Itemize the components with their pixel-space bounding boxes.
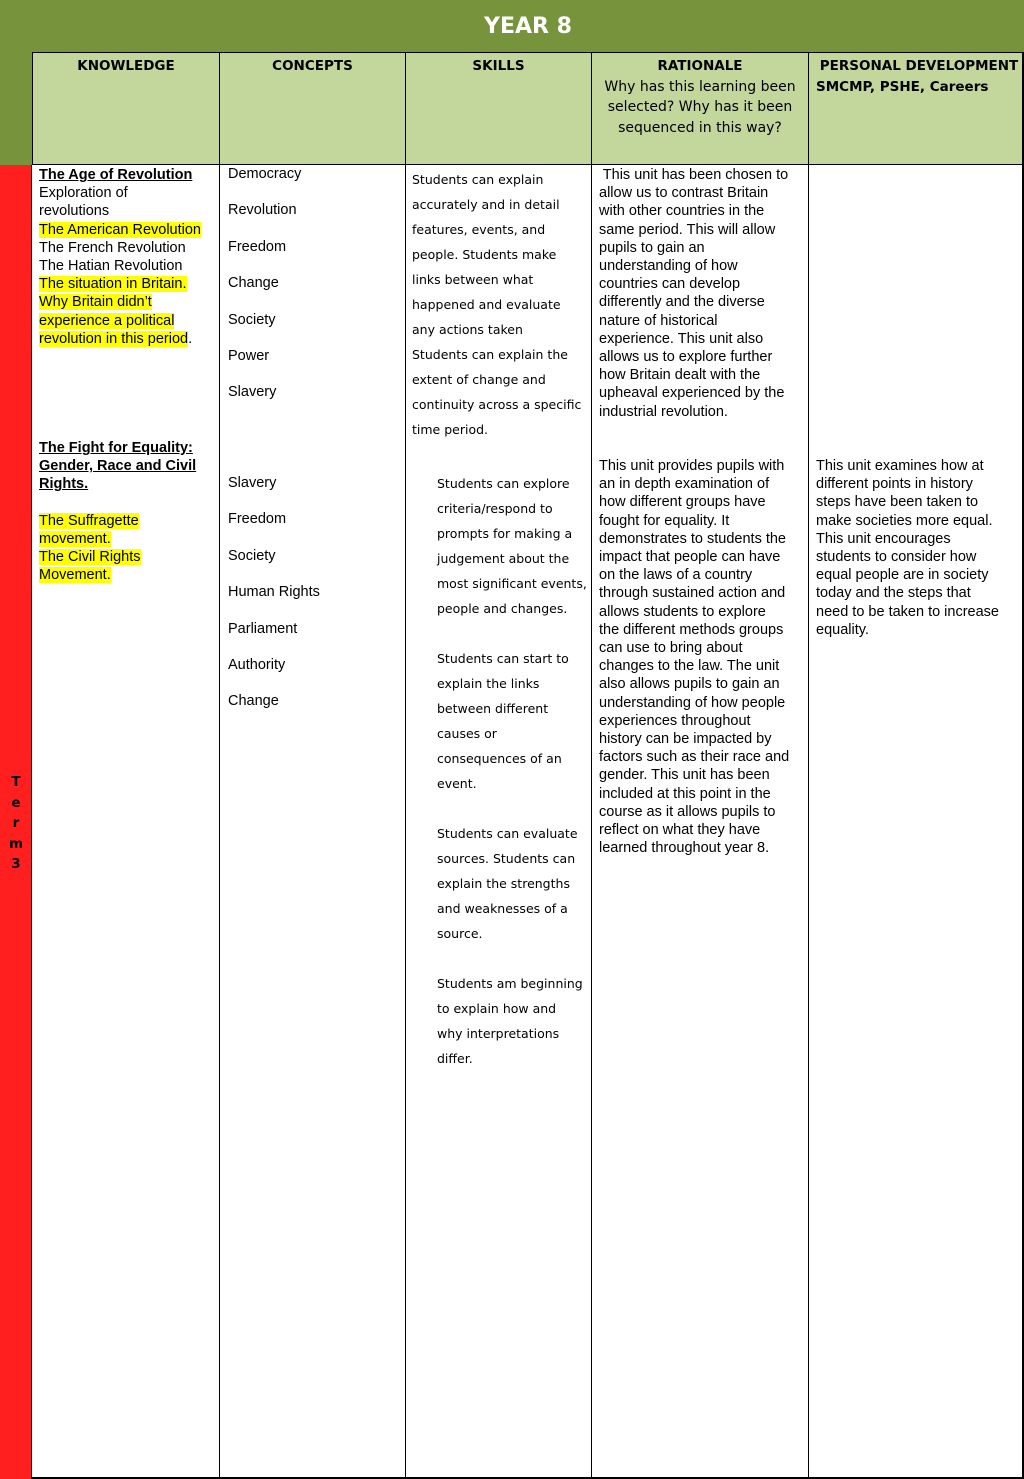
knowledge-text: Exploration of: [39, 185, 128, 202]
term-letter: r: [12, 815, 20, 831]
rationale-line: course as it allows pupils to: [599, 803, 776, 820]
skill-line: consequences of an: [437, 751, 562, 766]
knowledge-text: revolutions: [39, 203, 110, 220]
skill-line: and weaknesses of a: [437, 901, 568, 916]
skill-line: Students can explore: [437, 476, 570, 491]
rationale-line: differently and the diverse: [599, 294, 765, 311]
rationale-line: on the laws of a country: [599, 567, 753, 584]
knowledge-unit2: [39, 439, 196, 585]
rationale-line: through sustained action and: [599, 585, 786, 602]
skill-line: prompts for making a: [437, 526, 573, 541]
skill-line: [437, 621, 587, 646]
rationale-line: included at this point in the: [599, 785, 771, 802]
rationale-line: with other countries in the: [599, 203, 765, 220]
skill-line: Students can explain the: [412, 347, 568, 362]
knowledge-highlight: revolution in this period: [39, 330, 189, 347]
rationale-line: understanding of how people: [599, 694, 786, 711]
skill-line: continuity across a specific: [412, 397, 582, 412]
term-label: [0, 772, 32, 875]
pd-line: make societies more equal.: [816, 512, 993, 529]
skill-line: Students can evaluate: [437, 826, 578, 841]
personal-development-column: [808, 165, 1024, 1479]
skill-line: why interpretations: [437, 1026, 560, 1041]
rationale-line: demonstrates to students the: [599, 530, 786, 547]
knowledge-highlight: Why Britain didn’t: [39, 294, 152, 311]
skill-line: most significant events,: [437, 576, 587, 591]
unit2-title: Gender, Race and Civil: [39, 458, 197, 475]
concept-item: Freedom: [228, 238, 287, 255]
concept-item: Power: [228, 348, 270, 364]
pd-line: This unit encourages: [816, 530, 951, 547]
rationale-line: same period. This will allow: [599, 221, 776, 238]
rationale-line: countries can develop: [599, 276, 741, 293]
rationale-line: pupils to gain an: [599, 239, 705, 256]
pd-line: students to consider how: [816, 549, 977, 566]
rationale-line: experience. This unit also: [599, 330, 764, 347]
skill-line: features, events, and: [412, 222, 546, 237]
skill-line: Students am beginning: [437, 976, 583, 991]
term-letter: e: [11, 794, 21, 811]
header-rationale: RATIONALE Why has this learning been selected? Why has it been sequenced in this way?: [591, 52, 808, 165]
skill-line: event.: [437, 776, 477, 791]
knowledge-highlight: experience a political: [39, 312, 175, 329]
skill-line: to explain how and: [437, 1001, 557, 1016]
term-letter: 3: [11, 856, 21, 872]
concept-item: Slavery: [228, 384, 277, 401]
rationale-line: understanding of how: [599, 258, 738, 275]
rationale-line: industrial revolution.: [599, 403, 728, 420]
page-title: YEAR 8: [32, 0, 1024, 52]
concept-item: Revolution: [228, 202, 297, 219]
pd-line: This unit examines how at: [816, 458, 984, 474]
header-skills: SKILLS: [405, 52, 591, 165]
skill-line: explain the strengths: [437, 876, 570, 891]
concept-item: Society: [228, 547, 276, 564]
pd-line: different points in history: [816, 476, 973, 493]
rationale-line: allows students to explore: [599, 603, 766, 620]
header-knowledge: KNOWLEDGE: [32, 52, 219, 165]
left-margin-header: [0, 0, 32, 165]
skill-line: [437, 946, 587, 971]
rationale-line: reflect on what they have: [599, 822, 761, 839]
concept-item: Parliament: [228, 620, 298, 637]
skills-unit2: [437, 471, 587, 1071]
skill-line: links between what: [412, 272, 534, 287]
rationale-line: learned throughout year 8.: [599, 840, 770, 857]
header-personal-development: PERSONAL DEVELOPMENT SMCMP, PSHE, Careers: [808, 52, 1024, 165]
concept-item: Slavery: [228, 475, 277, 491]
concept-item: Freedom: [228, 511, 287, 528]
unit2-title: The Fight for Equality:: [39, 440, 193, 456]
rationale-line: fought for equality. It: [599, 512, 730, 529]
rationale-line: experiences throughout: [599, 712, 751, 729]
skill-line: causes or: [437, 726, 497, 741]
skill-line: accurately and in detail: [412, 197, 560, 212]
pd-line: steps have been taken to: [816, 494, 979, 511]
rationale-line: an in depth examination of: [599, 476, 770, 493]
rationale-line: allows us to explore further: [599, 349, 773, 366]
pd-line: equal people are in society: [816, 567, 989, 584]
skills-column: [405, 165, 591, 1479]
rationale-line: nature of historical: [599, 312, 718, 329]
rationale-line: how different groups have: [599, 494, 766, 511]
rationale-line: history can be impacted by: [599, 731, 772, 748]
knowledge-highlight: The Suffragette: [39, 512, 139, 529]
concept-item: Authority: [228, 657, 286, 673]
rationale-line: This unit provides pupils with: [599, 458, 785, 474]
rationale-line: allow us to contrast Britain: [599, 185, 769, 202]
pd-line: need to be taken to increase: [816, 603, 999, 620]
skills-unit1: [412, 167, 581, 442]
skill-line: sources. Students can: [437, 851, 576, 866]
knowledge-column: [32, 165, 219, 1479]
rationale-unit1: [599, 166, 788, 421]
skill-line: explain the links: [437, 676, 540, 691]
knowledge-highlight: The situation in Britain.: [39, 276, 187, 293]
concept-item: Change: [228, 693, 279, 710]
pd-subtitle: SMCMP, PSHE, Careers: [816, 78, 989, 95]
pd-unit2: [816, 457, 999, 639]
skill-line: [437, 796, 587, 821]
knowledge-highlight: The Civil Rights: [39, 549, 141, 566]
rationale-line: impact that people can have: [599, 549, 781, 566]
skill-line: Students can start to: [437, 651, 569, 666]
concept-item: Human Rights: [228, 584, 320, 601]
knowledge-text: .: [188, 330, 193, 347]
skill-line: between different: [437, 701, 549, 716]
rationale-line: gender. This unit has been: [599, 767, 770, 784]
skill-line: Students can explain: [412, 172, 544, 187]
skill-line: people. Students make: [412, 247, 557, 262]
concept-item: Change: [228, 275, 279, 292]
skill-line: people and changes.: [437, 601, 568, 616]
header-concepts: CONCEPTS: [219, 52, 405, 165]
concept-item: Society: [228, 311, 276, 328]
skill-line: judgement about the: [437, 551, 570, 566]
term-letter: m: [8, 835, 24, 852]
rationale-line: factors such as their race and: [599, 749, 790, 766]
rationale-line: how Britain dealt with the: [599, 367, 761, 384]
rationale-column: [591, 165, 808, 1479]
knowledge-highlight: The American Revolution: [39, 221, 201, 238]
skill-line: differ.: [437, 1051, 473, 1066]
concept-item: Democracy: [228, 166, 302, 182]
rationale-unit2: [599, 457, 789, 857]
rationale-line: the different methods groups: [599, 621, 784, 638]
knowledge-highlight: movement.: [39, 531, 111, 548]
skill-line: extent of change and: [412, 372, 546, 387]
rationale-line: upheaval experienced by the: [599, 385, 785, 402]
knowledge-highlight: Movement.: [39, 567, 111, 584]
skill-line: any actions taken: [412, 322, 523, 337]
rationale-subtitle: Why has this learning been selected? Why has it been sequenced in this way?: [604, 78, 796, 136]
rationale-line: also allows pupils to gain an: [599, 676, 780, 693]
skill-line: time period.: [412, 422, 489, 437]
rationale-line: changes to the law. The unit: [599, 658, 780, 675]
skill-line: happened and evaluate: [412, 297, 561, 312]
unit2-title: Rights.: [39, 476, 89, 493]
concepts-column: [219, 165, 405, 1479]
rationale-line: This unit has been chosen to: [599, 167, 789, 183]
unit1-title: The Age of Revolution: [39, 167, 193, 183]
pd-line: equality.: [816, 621, 869, 638]
skill-line: criteria/respond to: [437, 501, 553, 516]
pd-line: today and the steps that: [816, 585, 971, 602]
knowledge-unit1: [39, 166, 201, 348]
term-letter: T: [11, 774, 21, 790]
knowledge-text: The French Revolution: [39, 239, 186, 256]
knowledge-text: The Hatian Revolution: [39, 258, 183, 275]
skill-line: source.: [437, 926, 483, 941]
rationale-line: can use to bring about: [599, 640, 743, 657]
